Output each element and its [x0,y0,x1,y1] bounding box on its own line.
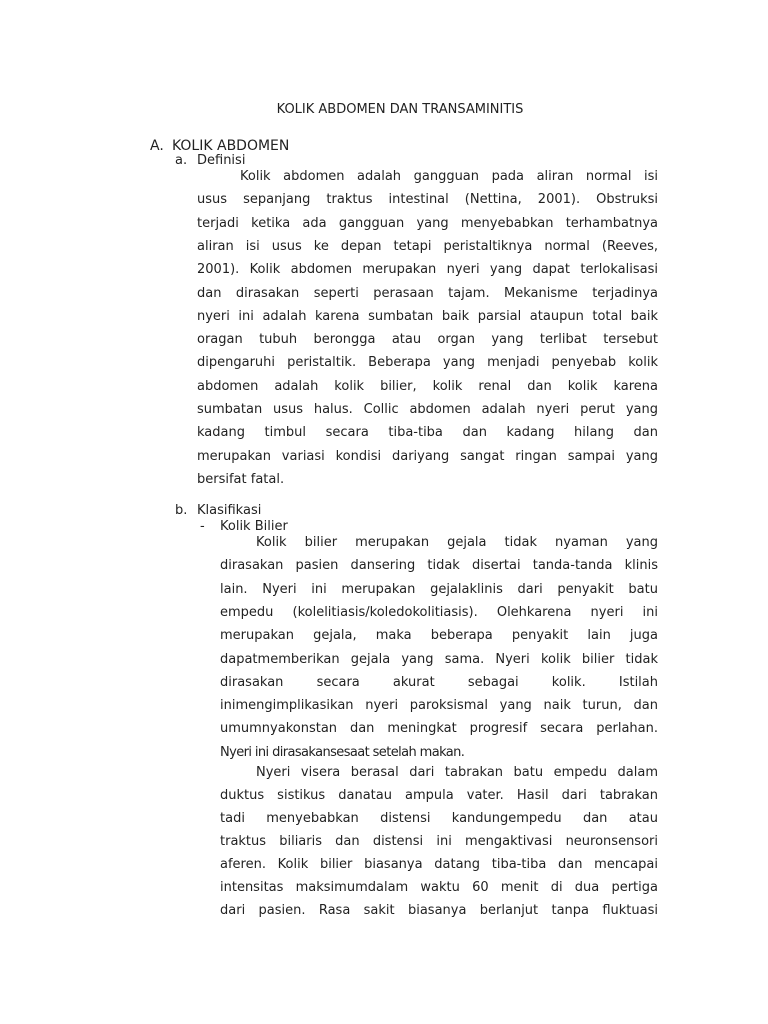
text-line: sumbatan usus halus. Collic abdomen adalah nyeri perut yang [197,402,658,417]
text-line: nyeri ini adalah karena sumbatan baik parsial ataupun total baik [197,308,658,324]
text-line: abdomen adalah kolik bilier, kolik renal dan kolik karena [197,378,658,394]
text-line: dirasakan secara akurat sebagai kolik. Istilah [220,674,658,690]
text-line: terjadi ketika ada gangguan yang menyebabkan terhambatnya [197,215,658,231]
text-line: 2001). Kolik abdomen merupakan nyeri yang dapat terlokalisasi [197,262,658,278]
text-line: Kolik bilier merupakan gejala tidak nyaman yang [256,535,658,550]
text-line: dirasakan pasien dansering tidak disertai tanda-tanda klinis [220,558,658,574]
text-line: traktus biliaris dan distensi ini mengaktivasi neuronsensori [220,834,658,849]
text-line: oragan tubuh berongga atau organ yang terlibat tersebut [197,332,658,348]
text-line: aliran isi usus ke depan tetapi peristaltiknya normal (Reeves, [197,238,658,254]
document-title: KOLIK ABDOMEN DAN TRANSAMINITIS [276,102,524,117]
text-line: dipengaruhi peristaltik. Beberapa yang menjadi penyebab kolik [197,355,658,371]
text-line: empedu (kolelitiasis/koledokolitiasis). Olehkarena nyeri ini [220,604,658,620]
text-line: kadang timbul secara tiba-tiba dan kadang hilang dan [197,425,658,441]
section-a-marker: A. [150,138,164,154]
text-line: umumnyakonstan dan meningkat progresif secara perlahan. [220,721,658,737]
text-line: bersifat fatal. [197,471,285,487]
text-line: tadi menyebabkan distensi kandungempedu dan atau [220,811,658,826]
list-dash-marker: - [200,519,205,534]
text-line: dan dirasakan seperti perasaan tajam. Mekanisme terjadinya [197,285,658,301]
section-a-heading: KOLIK ABDOMEN [172,138,290,154]
subsection-b-heading: Klasifikasi [197,503,262,518]
text-line: lain. Nyeri ini merupakan gejalaklinis dari penyakit batu [220,581,658,597]
text-line: merupakan gejala, maka beberapa penyakit lain juga [220,628,658,644]
text-line: usus sepanjang traktus intestinal (Nettina, 2001). Obstruksi [197,192,658,208]
text-line: inimengimplikasikan nyeri paroksismal yang naik turun, dan [220,698,658,714]
text-line: intensitas maksimumdalam waktu 60 menit di dua pertiga [220,880,658,895]
text-line: duktus sistikus danatau ampula vater. Hasil dari tabrakan [220,788,658,803]
text-line: Kolik abdomen adalah gangguan pada aliran normal isi [240,169,658,184]
subsection-b-marker: b. [175,503,188,518]
text-line: Nyeri ini dirasakansesaat setelah makan. [220,744,465,760]
text-line: dapatmemberikan gejala yang sama. Nyeri kolik bilier tidak [220,651,658,667]
kolik-bilier-heading: Kolik Bilier [220,519,288,534]
text-line: Nyeri visera berasal dari tabrakan batu empedu dalam [256,765,658,780]
text-line: dari pasien. Rasa sakit biasanya berlanjut tanpa fluktuasi [220,903,658,918]
text-line: aferen. Kolik bilier biasanya datang tiba-tiba dan mencapai [220,857,658,872]
subsection-a-heading: Definisi [197,153,246,168]
text-line: merupakan variasi kondisi dariyang sangat ringan sampai yang [197,448,658,464]
subsection-a-marker: a. [175,153,188,168]
